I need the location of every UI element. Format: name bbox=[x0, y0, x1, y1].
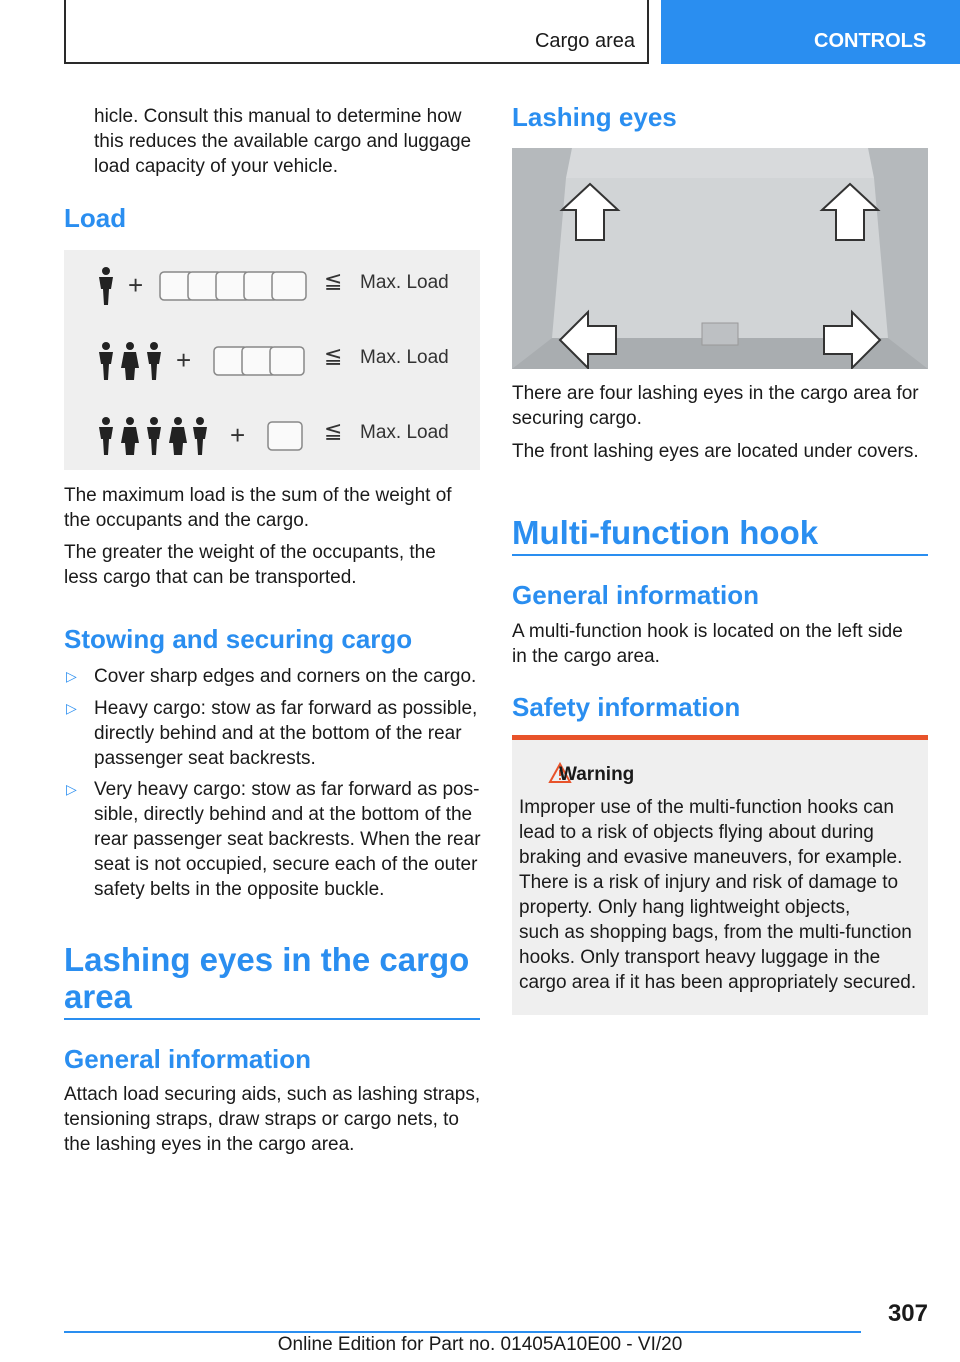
page-number: 307 bbox=[887, 1300, 928, 1327]
footer-rule bbox=[64, 1331, 861, 1333]
header-chapter-tab[interactable] bbox=[661, 0, 960, 64]
safety-information-heading: Safety information bbox=[512, 692, 741, 722]
multi-function-hook-heading: Multi-function hook bbox=[512, 514, 819, 551]
triangle-bullet-icon: ▷ bbox=[66, 781, 77, 797]
leq-sign: ≦ bbox=[324, 268, 343, 293]
stowing-heading: Stowing and securing cargo bbox=[64, 624, 413, 654]
lashing-paragraph-1: There are four lashing eyes in the cargo area for securing cargo. bbox=[512, 383, 919, 429]
header-section-box bbox=[64, 0, 649, 64]
intro-paragraph: hicle. Consult this manual to determine how this reduces the available cargo and luggage load capacity of your vehicle. bbox=[94, 106, 472, 177]
plus-sign: + bbox=[230, 420, 246, 450]
warning-box bbox=[512, 735, 928, 1015]
leq-sign: ≦ bbox=[324, 343, 343, 368]
lashing-eyes-heading: Lashing eyes bbox=[512, 102, 677, 132]
person-icons bbox=[94, 341, 166, 381]
luggage-icons bbox=[212, 339, 308, 379]
list-item: ▷ Heavy cargo: stow as far forward as possible, directly behind and at the bottom of the rear passenger seat backrests. bbox=[66, 698, 478, 769]
max-load-label: Max. Load bbox=[360, 272, 449, 293]
load-row-3 bbox=[64, 400, 480, 470]
general-information-text: Attach load securing aids, such as lashing straps, tensioning straps, draw straps or cargo nets, to the lashing eyes in the cargo area. bbox=[64, 1084, 481, 1155]
cargo-area-photo bbox=[512, 148, 928, 369]
header-section-title: Cargo area bbox=[534, 30, 635, 52]
load-row-1 bbox=[64, 250, 480, 320]
triangle-bullet-icon: ▷ bbox=[66, 668, 77, 684]
leq-sign: ≦ bbox=[324, 418, 343, 443]
general-information-heading: General information bbox=[512, 580, 760, 610]
footer-edition: Online Edition for Part no. 01405A10E00 - VI/20 bbox=[277, 1334, 683, 1355]
general-information-text: A multi-function hook is located on the left side in the cargo area. bbox=[512, 621, 903, 667]
plus-sign: + bbox=[128, 270, 144, 300]
load-heading: Load bbox=[64, 203, 127, 233]
list-item: ▷ Very heavy cargo: stow as far forward as pos‐ sible, directly behind and at the bottom of the rear passenger seat backrests. When the rear seat is not occupied, secure each of the outer safety belts in the opposite buckle. bbox=[66, 779, 481, 900]
triangle-bullet-icon: ▷ bbox=[66, 700, 77, 716]
max-load-label: Max. Load bbox=[360, 422, 449, 443]
lashing-eyes-section-heading: Lashing eyes in the cargo area bbox=[64, 941, 470, 1015]
list-item: ▷ Cover sharp edges and corners on the cargo. bbox=[66, 666, 477, 687]
max-load-label: Max. Load bbox=[360, 347, 449, 368]
warning-title: Warning bbox=[559, 764, 635, 785]
luggage-icons bbox=[158, 264, 308, 304]
person-icons bbox=[94, 416, 212, 456]
load-paragraph-1: The maximum load is the sum of the weight of the occupants and the cargo. bbox=[64, 485, 452, 531]
luggage-icon bbox=[266, 414, 306, 454]
heading-rule bbox=[64, 1018, 480, 1020]
person-icon bbox=[94, 266, 118, 306]
warning-text: Improper use of the multi-function hooks can lead to a risk of objects flying about during braking and evasive maneuvers, for example. There is a risk of injury and risk of damage to property. Only hang lightweight objects, such as shopping bags, from the multi-function hooks. Only transport heavy luggage in the cargo area if it has been appropriately secured. bbox=[519, 797, 917, 993]
load-figure bbox=[64, 250, 480, 470]
general-information-heading: General information bbox=[64, 1044, 312, 1074]
lashing-paragraph-2: The front lashing eyes are located under covers. bbox=[512, 441, 919, 462]
heading-rule bbox=[512, 554, 928, 556]
load-paragraph-2: The greater the weight of the occupants, the less cargo that can be transported. bbox=[64, 542, 436, 588]
warning-bar bbox=[512, 735, 928, 740]
plus-sign: + bbox=[176, 345, 192, 375]
header-chapter-label: CONTROLS bbox=[814, 30, 927, 52]
load-row-2 bbox=[64, 325, 480, 395]
